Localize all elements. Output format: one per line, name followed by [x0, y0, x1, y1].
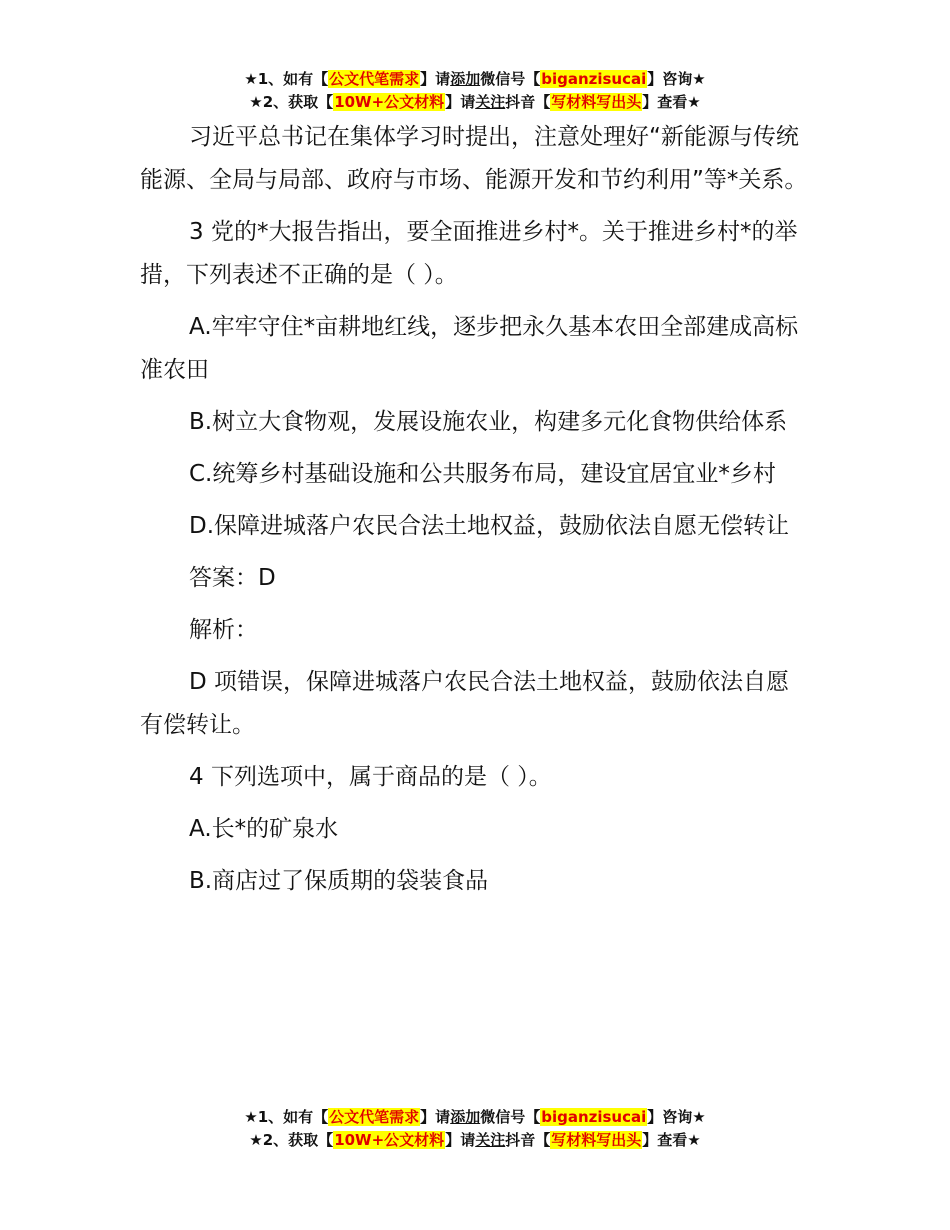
promo-text: 】请 — [445, 1131, 476, 1149]
paragraph: 习近平总书记在集体学习时提出，注意处理好“新能源与传统能源、全局与局部、政府与市场、能源开发和节约利用”等*关系。 — [140, 124, 808, 193]
header-promo-banner — [0, 68, 950, 114]
promo-douyin-name: 写材料写出头 — [551, 1131, 642, 1149]
option-b: B.商店过了保质期的袋装食品 — [189, 868, 489, 894]
promo-line-2 — [0, 91, 950, 114]
promo-text: ★1、如有【 — [244, 1108, 329, 1126]
option-b: B.树立大食物观，发展设施农业，构建多元化食物供给体系 — [189, 409, 788, 435]
question-3: 3 党的*大报告指出，要全面推进乡村*。关于推进乡村*的举措，下列表述不正确的是（ ）。 — [140, 219, 798, 288]
option-a: A.长*的矿泉水 — [189, 816, 339, 842]
promo-text: ★2、获取【 — [249, 93, 334, 111]
promo-underlined: 添加 — [450, 1108, 481, 1126]
promo-text: 】咨询★ — [647, 70, 706, 88]
promo-text: 抖音【 — [505, 1131, 551, 1149]
promo-text: 】咨询★ — [647, 1108, 706, 1126]
promo-text: ★1、如有【 — [244, 70, 329, 88]
promo-highlight: 10W+公文材料 — [334, 93, 445, 111]
promo-line-1 — [0, 68, 950, 91]
analysis-label: 解析： — [189, 617, 258, 643]
promo-text: ★2、获取【 — [249, 1131, 334, 1149]
document-body — [140, 116, 812, 912]
promo-text: 微信号【 — [480, 1108, 541, 1126]
promo-highlight: 公文代笔需求 — [329, 70, 420, 88]
promo-underlined: 关注 — [475, 1131, 506, 1149]
promo-text: 抖音【 — [505, 93, 551, 111]
promo-text: 】请 — [420, 1108, 451, 1126]
promo-text: 】请 — [420, 70, 451, 88]
promo-highlight: 10W+公文材料 — [334, 1131, 445, 1149]
promo-wechat-id: biganzisucai — [541, 1108, 647, 1126]
promo-underlined: 关注 — [475, 93, 506, 111]
promo-underlined: 添加 — [450, 70, 481, 88]
promo-line-1 — [0, 1106, 950, 1129]
promo-highlight: 公文代笔需求 — [329, 1108, 420, 1126]
option-d: D.保障进城落户农民合法土地权益，鼓励依法自愿无偿转让 — [189, 513, 790, 539]
promo-text: 】请 — [445, 93, 476, 111]
option-a: A.牢牢守住*亩耕地红线，逐步把永久基本农田全部建成高标准农田 — [140, 314, 799, 383]
promo-line-2 — [0, 1129, 950, 1152]
promo-douyin-name: 写材料写出头 — [551, 93, 642, 111]
promo-wechat-id: biganzisucai — [541, 70, 647, 88]
question-4: 4 下列选项中，属于商品的是（ ）。 — [189, 764, 552, 790]
option-c: C.统筹乡村基础设施和公共服务布局，建设宜居宜业*乡村 — [189, 461, 776, 487]
footer-promo-banner — [0, 1106, 950, 1152]
promo-text: 微信号【 — [480, 70, 541, 88]
analysis-text: D 项错误，保障进城落户农民合法土地权益，鼓励依法自愿有偿转让。 — [140, 669, 790, 738]
promo-text: 】查看★ — [642, 93, 701, 111]
answer: 答案：D — [189, 565, 276, 591]
promo-text: 】查看★ — [642, 1131, 701, 1149]
